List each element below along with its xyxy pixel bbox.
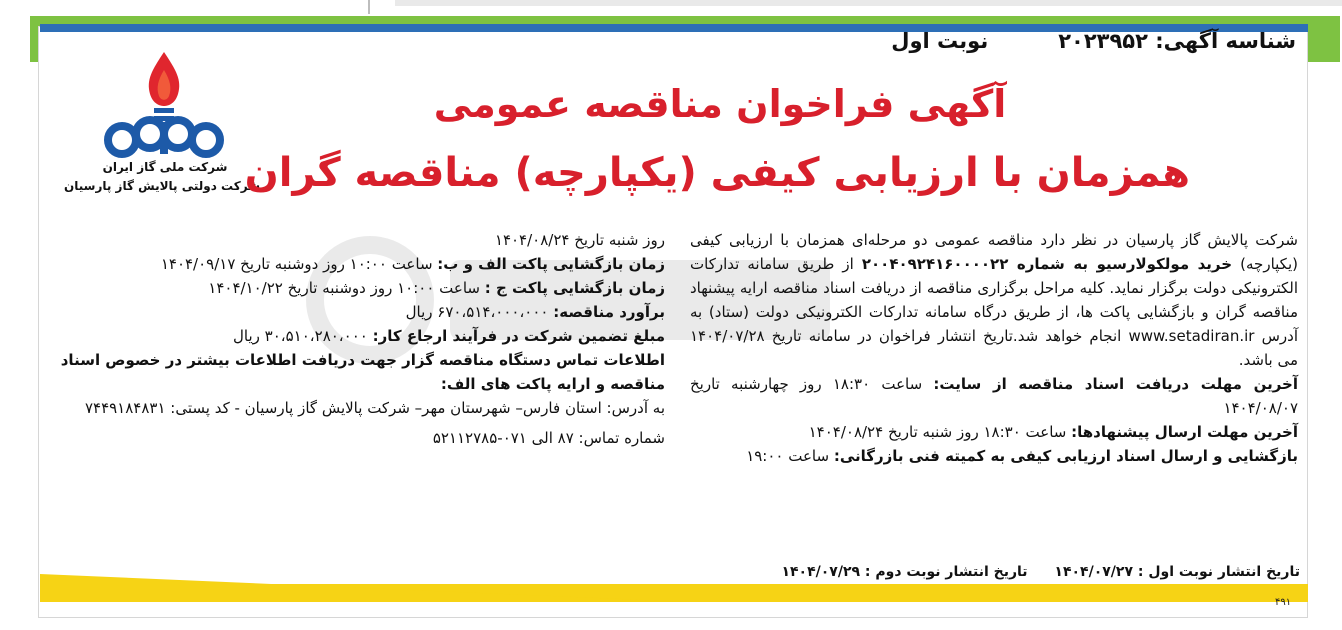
tender-guarantee <box>50 324 665 348</box>
opening-quality-label: بازگشایی و ارسال اسناد ارزیابی کیفی به کمیته فنی بازرگانی: <box>833 447 1298 465</box>
company-name-2: شرکت دولتی پالایش گاز پارسیان <box>64 179 260 193</box>
docs-deadline <box>690 372 1298 420</box>
ad-title-line-2: همزمان با ارزیابی کیفی (یکپارچه) مناقصه گران <box>244 150 1190 196</box>
publication-round: نوبت اول <box>891 29 989 53</box>
ad-id <box>1058 29 1296 53</box>
estimate-value: ۶۷۰،۵۱۴،۰۰۰،۰۰۰ ریال <box>405 303 549 321</box>
offers-deadline <box>690 420 1298 444</box>
guarantee-value: ۳۰،۵۱۰،۲۸۰،۰۰۰ ریال <box>233 327 368 345</box>
ad-id-value: ۲۰۲۳۹۵۲ <box>1058 29 1148 53</box>
intro-text-a: شرکت پالایش گاز پارسیان در نظر دارد مناقصه عمومی دو مرحله‌ای همزمان با ارزیابی کیفی (یکپارچه) <box>690 231 1298 273</box>
packet-c-label: زمان بازگشایی پاکت ج : <box>484 279 665 297</box>
tender-description <box>690 228 1298 468</box>
tender-estimate <box>50 300 665 324</box>
tender-intro <box>690 228 1298 372</box>
page-top-tick <box>368 0 370 14</box>
ad-title-line-1: آگهی فراخوان مناقصه عمومی <box>433 82 1007 126</box>
packet-ab-label: زمان بازگشایی پاکت الف و ب: <box>437 255 665 273</box>
opening-date: روز شنبه تاریخ ۱۴۰۴/۰۸/۲۴ <box>494 231 665 249</box>
contact-phone: شماره تماس: ۸۷ الی ۰۷۱-۵۲۱۱۲۷۸۵ <box>432 429 665 447</box>
company-logo <box>64 48 260 198</box>
second-publish-date: تاریخ انتشار نوبت دوم : ۱۴۰۴/۰۷/۲۹ <box>781 564 1028 580</box>
publish-dates <box>700 564 1300 580</box>
guarantee-label: مبلغ تضمین شرکت در فرآیند ارجاع کار: <box>372 327 665 345</box>
tender-subject: خرید مولکولارسیو به شماره ۲۰۰۴۰۹۲۴۱۶۰۰۰۰۲۲ <box>861 255 1233 273</box>
intro-text-b: از طریق سامانه تدارکات الکترونیکی دولت برگزار نماید. کلیه مراحل برگزاری مناقصه از دریافت اسناد مناقصه ارایه پیشنهاد مناقصه گران و بازگشایی پاکت ها، از طریق درگاه سامانه تدارکات الکترونیکی دولت (ستاد) به آدرس www.setadiran.ir انجام خواهد شد.تاریخ انتشار فراخوان در سامانه تاریخ ۱۴۰۴/۰۷/۲۸ می باشد. <box>690 255 1299 369</box>
opening-quality <box>690 444 1298 468</box>
page-top-border <box>395 0 1342 6</box>
page-number: ۴۹۱ <box>1275 597 1292 608</box>
first-publish-date: تاریخ انتشار نوبت اول : ۱۴۰۴/۰۷/۲۷ <box>1054 564 1300 580</box>
docs-deadline-label: آخرین مهلت دریافت اسناد مناقصه از سایت: <box>933 375 1299 393</box>
offers-deadline-value: ساعت ۱۸:۳۰ روز شنبه تاریخ ۱۴۰۴/۰۸/۲۴ <box>808 423 1067 441</box>
tender-details <box>50 228 665 450</box>
docs-deadline-value: ساعت ۱۸:۳۰ روز چهارشنبه تاریخ ۱۴۰۴/۰۸/۰۷ <box>690 375 1298 417</box>
flame-logo-icon <box>98 48 230 158</box>
contact-address: به آدرس: استان فارس– شهرستان مهر– شرکت پالایش گاز پارسیان - کد پستی: ۷۴۴۹۱۸۴۸۳۱ <box>84 399 665 417</box>
packet-c-value: ساعت ۱۰:۰۰ روز دوشنبه تاریخ ۱۴۰۴/۱۰/۲۲ <box>208 279 480 297</box>
offers-deadline-label: آخرین مهلت ارسال پیشنهادها: <box>1071 423 1298 441</box>
packet-c-opening <box>50 276 665 300</box>
opening-quality-value: ساعت ۱۹:۰۰ <box>746 447 830 465</box>
company-name-1: شرکت ملی گاز ایران <box>102 160 228 174</box>
ad-id-label: شناسه آگهی: <box>1155 29 1296 53</box>
packet-ab-value: ساعت ۱۰:۰۰ روز دوشنبه تاریخ ۱۴۰۴/۰۹/۱۷ <box>160 255 433 273</box>
contact-heading: اطلاعات تماس دستگاه مناقصه گزار جهت دریافت اطلاعات بیشتر در خصوص اسناد مناقصه و ارایه پاکت های الف: <box>60 351 665 393</box>
estimate-label: برآورد مناقصه: <box>553 303 665 321</box>
packet-ab-opening <box>50 252 665 276</box>
